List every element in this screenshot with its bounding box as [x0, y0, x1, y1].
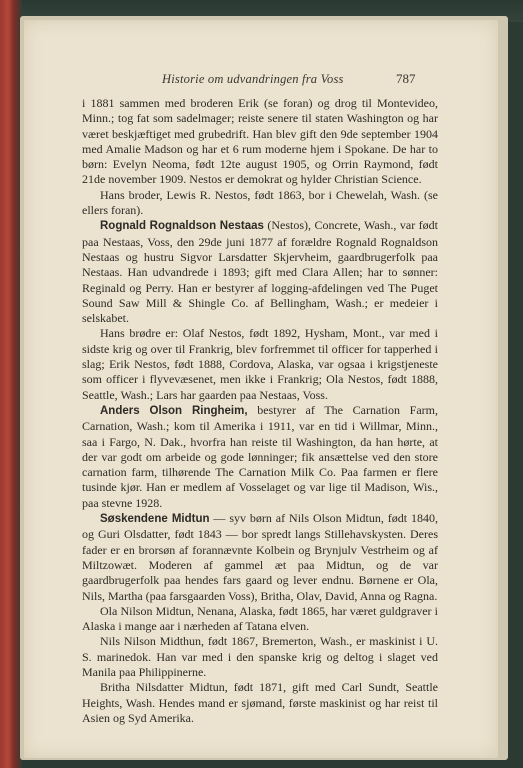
paragraph [82, 326, 438, 402]
paragraph [82, 218, 438, 326]
paragraph [82, 604, 438, 635]
paragraph-text: (Nestos), Concrete, Wash., var født paa Nestaas, Voss, den 29de juni 1877 af forældre Rognald Rognaldson Nestaas og hustru Sigvor Larsdatter Skjervheim, gaardbrugerfolk paa Nestaas. Han udvandrede i 1893; gift med Clara Allen; har to sønner: Reginald og Perry. Han er bestyrer af logging-afdelingen ved The Puget Sound Saw Mill & Shingle Co. af Bellingham, Wash.; er medeier i selskabet. [82, 218, 438, 326]
page-number: 787 [396, 71, 416, 86]
paragraph [82, 680, 438, 726]
paragraph-text: — syv børn af Nils Olson Midtun, født 1840, og Guri Olsdatter, født 1843 — bor spredt langs Stillehavskysten. Deres fader er en brorsøn af forannævnte Kolbein og Brynjulv Vestrheim og af Miltzowæt. Moderen af gammel æt paa Midtun, og de var gaardbrugerfolk paa hendes fars gaard og lever endnu. Børnene er Ola, Nils, Martha (paa farsgaarden Voss), Britha, Olav, David, Anna og Ragna. [82, 511, 438, 603]
paragraph-text: Britha Nilsdatter Midtun, født 1871, gift med Carl Sundt, Seattle Heights, Wash. Hendes mand er sjømand, første maskinist og har reist til Asien og Syd Amerika. [82, 680, 438, 725]
paragraph [82, 96, 438, 188]
book-cover-spine [0, 0, 22, 768]
entry-name: Rognald Rognaldson Nestaas [100, 220, 264, 233]
paragraph [82, 188, 438, 219]
paragraph-text: Hans brødre er: Olaf Nestos, født 1892, Hysham, Mont., var med i sidste krig og over til Frankrig, blev forfremmet til officer for tapperhed i slag; Erik Nestos, født 1888, Cordova, Alaska, var ogsaa i krigstjeneste som officer i flyvevæsenet, men ikke i Frankrig; Ola Nestos, født 1888, Seattle, Wash.; Lars har gaarden paa Nestaas, Voss. [82, 326, 438, 402]
paragraph-text: Hans broder, Lewis R. Nestos, født 1863, bor i Chewelah, Wash. (se ellers foran). [82, 187, 438, 218]
paragraph-text: i 1881 sammen med broderen Erik (se foran) og drog til Montevideo, Minn.; tog fat som sadelmager; reiste senere til staten Washington og har været beskjæftiget med grubedrift. Han blev gift den 9de september 1904 med Amalie Madson og har et 6 rum moderne hjem i Spokane. De har to børn: Evelyn Neoma, født 12te august 1905, og Orrin Raymond, født 21de november 1909. Nestos er demokrat og hylder Christian Science. [82, 96, 438, 187]
paragraph [82, 634, 438, 680]
entry-name: Anders Olson Ringheim, [100, 404, 248, 417]
page-header [24, 72, 498, 92]
entry-name: Søskendene Midtun [100, 513, 210, 526]
paragraph-text: Ola Nilson Midtun, Nenana, Alaska, født 1865, har været guldgraver i Alaska i mange aar i nærheden af Tatana elven. [82, 603, 438, 634]
paragraph-text: Nils Nilson Midthun, født 1867, Bremerton, Wash., er maskinist i U. S. marinedok. Han var med i den spanske krig og deltog i slaget ved Manila paa Philippinerne. [82, 634, 438, 679]
paragraph-text: bestyrer af The Carnation Farm, Carnation, Wash.; kom til Amerika i 1911, var en tid i Willmar, Minn., saa i Fargo, N. Dak., hvorfra han reiste til Washington, da han hørte, at der var godt om arbeide og gode lønninger; fik ansættelse ved den store carnation farm, tilhørende The Carnation Milk Co. Paa farmen er flere tusinde kjør. Han er medlem af Vosselaget og var lige til Madison, Wis., paa stevne 1928. [82, 402, 439, 510]
book-page [24, 20, 498, 758]
body-text [82, 96, 438, 726]
paragraph [82, 511, 438, 604]
paragraph [82, 403, 438, 511]
running-title: Historie om udvandringen fra Voss [162, 72, 344, 86]
